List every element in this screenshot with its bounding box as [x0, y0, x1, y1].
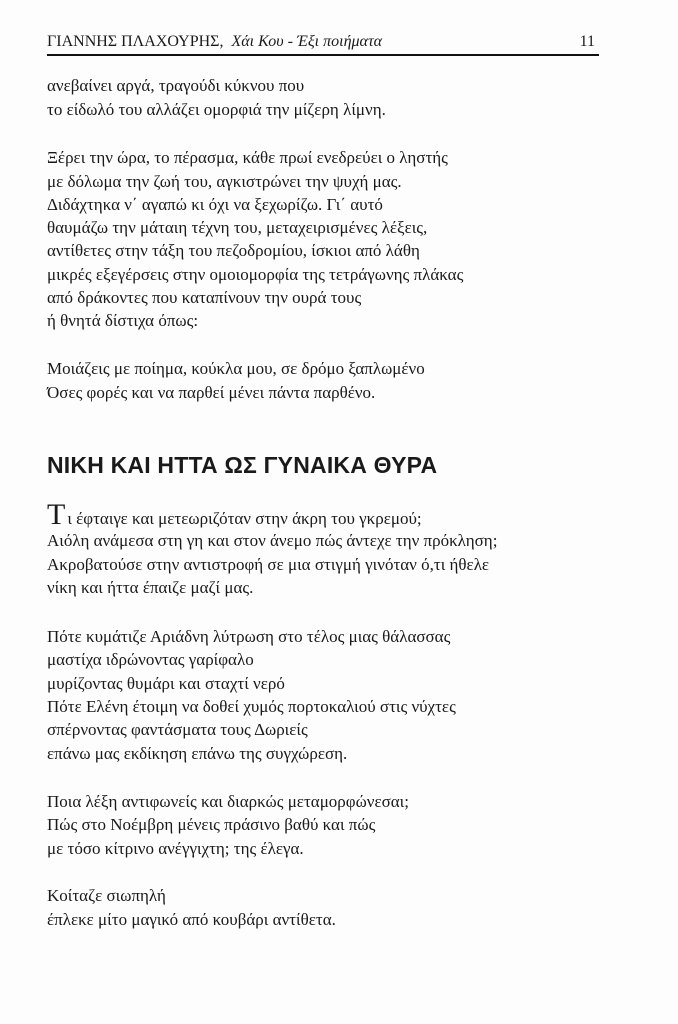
- poem-line: επάνω μας εκδίκηση επάνω της συγχώρεση.: [47, 744, 348, 763]
- poem-line: από δράκοντες που καταπίνουν την ουρά τους: [47, 288, 362, 307]
- running-header: [47, 33, 599, 56]
- poem-line: Μοιάζεις με ποίημα, κούκλα μου, σε δρόμο ξαπλωμένο: [47, 359, 425, 378]
- poem-line: Ξέρει την ώρα, το πέρασμα, κάθε πρωί ενεδρεύει ο ληστής: [47, 148, 448, 167]
- book-title: Χάι Κου - Έξι ποιήματα: [231, 33, 383, 50]
- poem-line: Πότε Ελένη έτοιμη να δοθεί χυμός πορτοκαλιού στις νύχτες: [47, 697, 456, 716]
- poem-line: μικρές εξεγέρσεις στην ομοιομορφία της τετράγωνης πλάκας: [47, 265, 464, 284]
- poem-line: ή θνητά δίστιχα όπως:: [47, 311, 199, 330]
- author-name: ΓΙΑΝΝΗΣ ΠΛΑΧΟΥΡΗΣ,: [47, 33, 224, 50]
- poem-line: το είδωλό του αλλάζει ομορφιά την μίζερη λίμνη.: [47, 100, 386, 119]
- poem-line: μαστίχα ιδρώνοντας γαρίφαλο: [47, 650, 254, 669]
- poem-line: Αιόλη ανάμεσα στη γη και στον άνεμο πώς άντεχε την πρόκληση;: [47, 531, 498, 550]
- poem-line: ανεβαίνει αργά, τραγούδι κύκνου που: [47, 76, 305, 95]
- poem-line: Ακροβατούσε στην αντιστροφή σε μια στιγμή γινόταν ό,τι ήθελε: [47, 555, 490, 574]
- drop-cap: Τ: [47, 498, 66, 531]
- poem-line: Όσες φορές και να παρθεί μένει πάντα παρθένο.: [47, 383, 376, 402]
- line-text: ι έφταιγε και μετεωριζόταν στην άκρη του γκρεμού;: [67, 509, 422, 528]
- poem-line: έπλεκε μίτο μαγικό από κουβάρι αντίθετα.: [47, 910, 336, 929]
- poem-line: Ποια λέξη αντιφωνείς και διαρκώς μεταμορφώνεσαι;: [47, 792, 409, 811]
- poem-line: Πώς στο Νοέμβρη μένεις πράσινο βαθύ και πώς: [47, 815, 376, 834]
- poem-line: μυρίζοντας θυμάρι και σταχτί νερό: [47, 674, 285, 693]
- poem-line: θαυμάζω την μάταιη τέχνη του, μεταχειρισμένες λέξεις,: [47, 218, 428, 237]
- poem-line: [47, 498, 422, 531]
- page-number: 11: [579, 33, 595, 50]
- poem-line: Διδάχτηκα ν΄ αγαπώ κι όχι να ξεχωρίζω. Γι΄ αυτό: [47, 195, 383, 214]
- poem-line: σπέρνοντας φαντάσματα τους Δωριείς: [47, 720, 308, 739]
- poem-line: νίκη και ήττα έπαιζε μαζί μας.: [47, 578, 254, 597]
- poem-line: Πότε κυμάτιζε Αριάδνη λύτρωση στο τέλος μιας θάλασσας: [47, 627, 451, 646]
- poem-line: με δόλωμα την ζωή του, αγκιστρώνει την ψυχή μας.: [47, 172, 402, 191]
- poem-line: με τόσο κίτρινο ανέγγιχτη; της έλεγα.: [47, 839, 304, 858]
- poem-title: ΝΙΚΗ ΚΑΙ ΗΤΤΑ ΩΣ ΓΥΝΑΙΚΑ ΘΥΡΑ: [47, 452, 438, 478]
- poem-line: Κοίταζε σιωπηλή: [47, 886, 166, 905]
- poem-line: αντίθετες στην τάξη του πεζοδρομίου, ίσκιοι από λάθη: [47, 241, 420, 260]
